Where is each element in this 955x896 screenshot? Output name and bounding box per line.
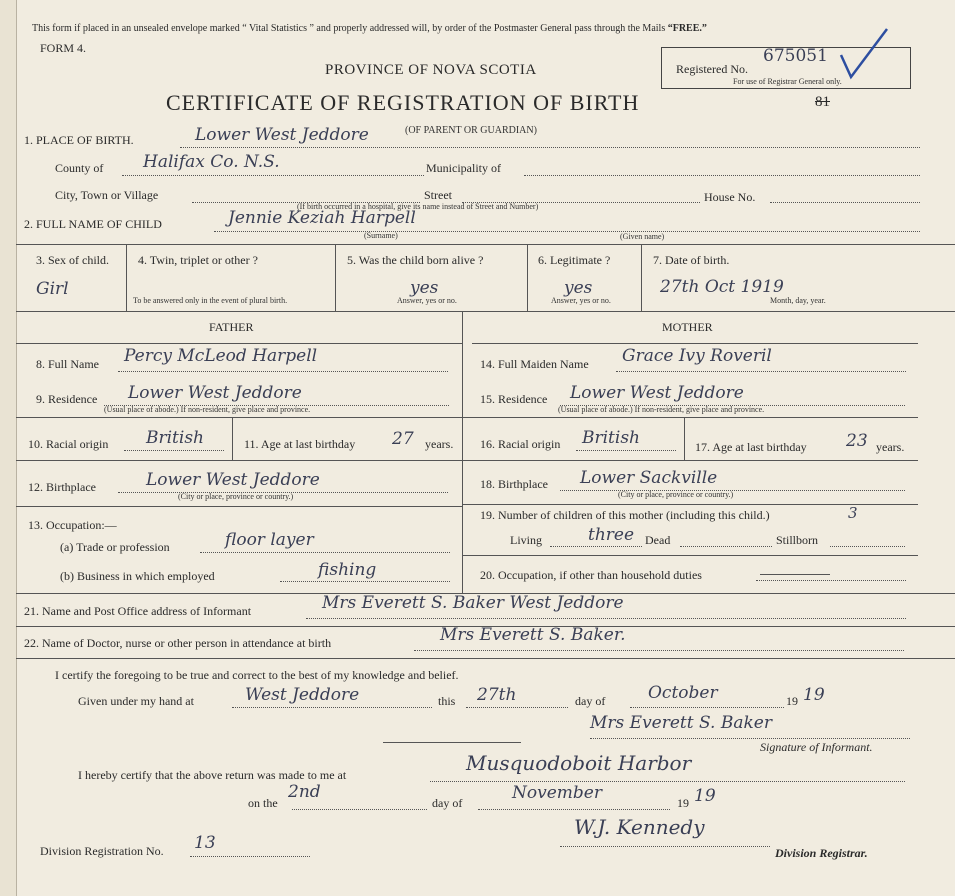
registrar-place: Musquodoboit Harbor	[466, 751, 692, 775]
trade-value: floor layer	[225, 530, 314, 550]
given-place-rule	[232, 707, 432, 708]
father-race-value: British	[146, 428, 204, 448]
street-label: Street	[424, 188, 452, 202]
municipality-label: Municipality of	[426, 161, 501, 175]
mother-race-rule	[576, 450, 676, 451]
mother-res-label: 15. Residence	[480, 392, 548, 406]
legit-label: 6. Legitimate ?	[538, 253, 611, 267]
division-rule	[190, 856, 310, 857]
father-birth-line	[16, 506, 462, 507]
row3-bottom-line	[16, 311, 955, 312]
mother-name-label: 14. Full Maiden Name	[480, 357, 589, 371]
surname-note: (Surname)	[364, 231, 398, 240]
registered-number: 675051	[763, 46, 828, 66]
mother-name-value: Grace Ivy Roveril	[622, 346, 772, 366]
business-label: (b) Business in which employed	[60, 569, 215, 583]
parent-note: (OF PARENT OR GUARDIAN)	[405, 125, 537, 136]
form-number: FORM 4.	[40, 41, 87, 55]
mother-race-label: 16. Racial origin	[480, 437, 561, 451]
county-label: County of	[55, 161, 104, 175]
mother-age-divider	[684, 417, 685, 460]
date-label: 7. Date of birth.	[653, 253, 730, 267]
father-res-line	[16, 417, 462, 418]
place-value: Lower West Jeddore	[195, 125, 369, 145]
stillborn-rule	[830, 546, 905, 547]
given-note: (Given name)	[620, 232, 665, 241]
registrar-signature-label: Division Registrar.	[775, 846, 868, 860]
registrar-place-rule	[430, 781, 905, 782]
father-res-value: Lower West Jeddore	[128, 383, 302, 403]
dead-rule	[680, 546, 772, 547]
city-label: City, Town or Village	[55, 188, 159, 202]
father-race-rule	[124, 450, 224, 451]
postal-notice-free: “FREE.”	[667, 23, 707, 34]
father-name-label: 8. Full Name	[36, 357, 99, 371]
separator-line	[383, 742, 521, 743]
legit-value: yes	[564, 278, 593, 298]
father-race-label: 10. Racial origin	[28, 437, 109, 451]
division-value: 13	[194, 833, 216, 853]
check-mark-icon	[835, 25, 895, 85]
county-rule	[122, 175, 424, 176]
postal-notice-text: This form if placed in an unsealed envelope marked “ Vital Statistics ” and properly addressed will, by order of the Postmaster General pass through the Mails	[32, 23, 668, 34]
date-note: Month, day, year.	[770, 296, 826, 305]
given-place: West Jeddore	[245, 685, 360, 705]
informant-rule	[306, 618, 906, 619]
registrar-use-note: For use of Registrar General only.	[733, 77, 842, 86]
registrar-day-of: day of	[432, 796, 463, 810]
mother-name-rule	[616, 371, 906, 372]
house-label: House No.	[704, 190, 756, 204]
given-label: Given under my hand at	[78, 694, 194, 708]
living-value: three	[588, 525, 635, 545]
stillborn-label: Stillborn	[776, 533, 819, 547]
registrar-signature: W.J. Kennedy	[574, 815, 705, 839]
informant-signature-rule	[590, 738, 910, 739]
father-age-value: 27	[392, 429, 414, 449]
registered-label: Registered No.	[676, 62, 748, 76]
given-day: 27th	[477, 685, 517, 705]
mother-birth-label: 18. Birthplace	[480, 477, 548, 491]
doctor-bottom-line	[16, 658, 955, 659]
father-res-label: 9. Residence	[36, 392, 98, 406]
registrar-day: 2nd	[288, 782, 321, 802]
father-years: years.	[425, 437, 454, 451]
row3-divider-4	[641, 244, 642, 311]
father-birth-value: Lower West Jeddore	[146, 470, 320, 490]
twin-note: To be answered only in the event of plural birth.	[133, 296, 288, 305]
children-value: 3	[848, 504, 858, 522]
doctor-value: Mrs Everett S. Baker.	[440, 625, 626, 645]
father-race-line	[16, 460, 462, 461]
sex-value: Girl	[36, 279, 69, 299]
sex-label: 3. Sex of child.	[36, 253, 109, 267]
row3-divider-2	[335, 244, 336, 311]
division-label: Division Registration No.	[40, 844, 164, 858]
postal-notice	[32, 22, 707, 36]
child-rule	[214, 231, 920, 232]
municipality-rule	[524, 175, 920, 176]
twin-label: 4. Twin, triplet or other ?	[138, 253, 258, 267]
county-value: Halifax Co. N.S.	[143, 152, 280, 172]
mother-birth-value: Lower Sackville	[580, 468, 718, 488]
trade-label: (a) Trade or profession	[60, 540, 170, 554]
mother-age-value: 23	[846, 431, 868, 451]
mother-res-value: Lower West Jeddore	[570, 383, 744, 403]
province-title: PROVINCE OF NOVA SCOTIA	[325, 62, 537, 78]
registrar-year-suffix: 19	[694, 786, 716, 806]
mother-race-value: British	[582, 428, 640, 448]
alive-note: Answer, yes or no.	[397, 296, 457, 305]
informant-label: 21. Name and Post Office address of Informant	[24, 604, 252, 618]
doctor-rule	[414, 650, 904, 651]
mother-occ-rule	[756, 580, 906, 581]
registrar-signature-rule	[560, 846, 770, 847]
mother-res-note: (Usual place of abode.) If non-resident, give place and province.	[558, 405, 765, 414]
mother-birth-note: (City or place, province or country.)	[618, 490, 734, 499]
mother-occ-label: 20. Occupation, if other than household duties	[480, 568, 702, 582]
father-heading: FATHER	[209, 320, 254, 334]
father-age-divider	[232, 417, 233, 460]
dead-label: Dead	[645, 533, 671, 547]
given-month-rule	[630, 707, 784, 708]
registrar-day-rule	[292, 809, 427, 810]
mother-children-line	[462, 555, 918, 556]
alive-label: 5. Was the child born alive ?	[347, 253, 484, 267]
house-rule	[770, 202, 920, 203]
father-age-label: 11. Age at last birthday	[244, 437, 356, 451]
given-year-prefix: 19	[786, 694, 798, 708]
father-birth-note: (City or place, province or country.)	[178, 492, 294, 501]
street-note: (If birth occurred in a hospital, give its name instead of Street and Number)	[297, 202, 539, 211]
informant-signature: Mrs Everett S. Baker	[590, 713, 772, 733]
given-day-rule	[466, 707, 568, 708]
mother-occ-dash	[760, 574, 830, 575]
child-label: 2. FULL NAME OF CHILD	[24, 217, 162, 231]
father-birth-label: 12. Birthplace	[28, 480, 96, 494]
father-occ-label: 13. Occupation:—	[28, 518, 117, 532]
child-value: Jennie Keziah Harpell	[228, 208, 416, 228]
place-rule	[180, 147, 920, 148]
mother-res-line	[462, 417, 918, 418]
row3-divider-3	[527, 244, 528, 311]
given-day-of: day of	[575, 694, 606, 708]
this-label: this	[438, 694, 456, 708]
father-name-value: Percy McLeod Harpell	[124, 346, 318, 366]
registrar-year-prefix: 19	[677, 796, 689, 810]
mother-heading: MOTHER	[662, 320, 713, 334]
doctor-label: 22. Name of Doctor, nurse or other person in attendance at birth	[24, 636, 332, 650]
mother-age-label: 17. Age at last birthday	[695, 440, 807, 454]
business-rule	[280, 581, 450, 582]
row3-divider-1	[126, 244, 127, 311]
informant-value: Mrs Everett S. Baker West Jeddore	[322, 593, 624, 613]
certificate-title: CERTIFICATE OF REGISTRATION OF BIRTH	[166, 90, 640, 115]
father-res-note: (Usual place of abode.) If non-resident, give place and province.	[104, 405, 311, 414]
business-value: fishing	[318, 560, 377, 580]
left-margin-strip	[0, 0, 17, 896]
parents-center-divider	[462, 311, 463, 593]
mother-race-line	[462, 460, 918, 461]
registrar-month: November	[512, 783, 602, 803]
mother-heading-line	[472, 343, 918, 344]
place-label: 1. PLACE OF BIRTH.	[24, 133, 134, 147]
given-month: October	[648, 683, 718, 703]
trade-rule	[200, 552, 450, 553]
living-rule	[550, 546, 642, 547]
legit-note: Answer, yes or no.	[551, 296, 611, 305]
on-the-label: on the	[248, 796, 278, 810]
registrar-text: I hereby certify that the above return was made to me at	[78, 768, 347, 782]
father-heading-line	[16, 343, 462, 344]
living-label: Living	[510, 533, 542, 547]
registrar-month-rule	[478, 809, 670, 810]
struck-number: 81	[815, 94, 830, 110]
father-name-rule	[118, 371, 448, 372]
mother-years: years.	[876, 440, 905, 454]
informant-signature-label: Signature of Informant.	[760, 740, 873, 754]
alive-value: yes	[410, 278, 439, 298]
children-label: 19. Number of children of this mother (including this child.)	[480, 508, 770, 522]
row3-top-line	[16, 244, 955, 245]
date-value: 27th Oct 1919	[660, 277, 784, 297]
certify-text: I certify the foregoing to be true and correct to the best of my knowledge and belief.	[55, 668, 459, 682]
given-year-suffix: 19	[803, 685, 825, 705]
